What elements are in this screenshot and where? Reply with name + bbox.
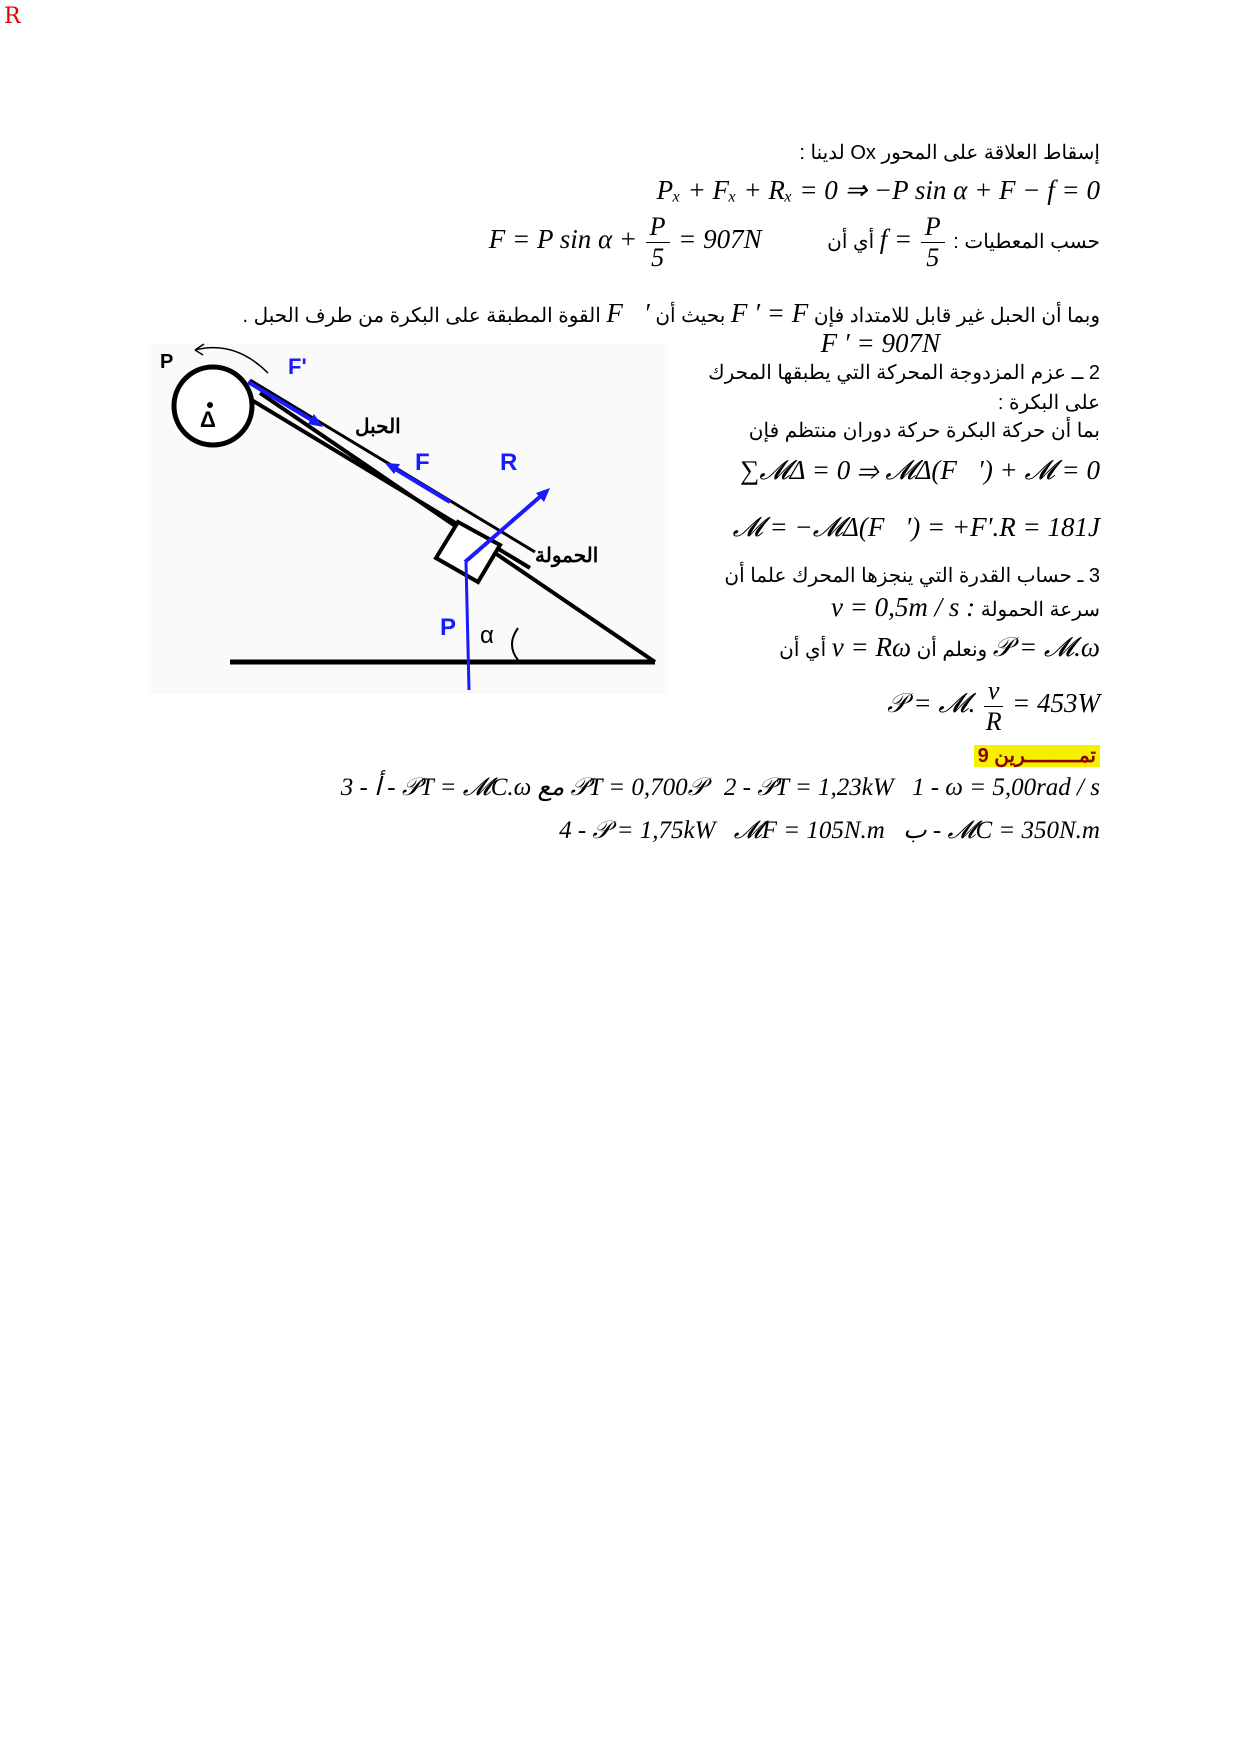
friction-eq: f = $\frac{P}{5}$ [880,212,948,273]
load-label: الحمولة [535,545,599,567]
answer-line-1: 1 - ω = 5,00rad / s 2 - 𝒫T = 1,23kW 3 - أ - 𝒫T = 𝓜C.ω مع 𝒫T = 0,700𝒫 [340,774,1100,801]
question-3-speed: سرعة الحمولة v = 0,5m / s : [830,592,1100,622]
f-label: F [415,449,430,476]
equation-moment: 𝓜 = −𝓜Δ(F⃗′) = +F′.R = 181J [732,512,1100,542]
rope-text: وبما أن الحبل غير قابل للامتداد فإن F ′ = F بحيث أن F⃗′ القوة المطبقة على البكرة من طرف الحبل . [242,298,1100,328]
exercise-title: تمـــــــــرين 9 [974,743,1100,768]
delta-label: Δ [200,407,216,432]
incline-figure [140,330,690,700]
p-top-label: P [160,351,174,373]
question-2-title: 2 ــ عزم المزدوجة المحركة التي يطبقها المحرك [708,362,1100,384]
p-vec-label: P [440,614,457,641]
r-label: R [500,449,518,476]
data-line [489,212,1100,273]
equation-power: 𝒫 = 𝓜. $\frac{v}{R}$ = 453W [887,676,1100,736]
projection-text: إسقاط العلاقة على المحور Ox لدينا : [799,142,1100,164]
equation-projection: Pₓ + Fₓ + Rₓ = 0 ⇒ −P sin α + F − f = 0 [656,175,1100,205]
pulley [174,367,252,445]
corner-mark: R [4,4,21,29]
question-3-title: 3 ـ حساب القدرة التي ينجزها المحرك علما أن [724,565,1100,587]
answer-line-2: ب - 𝓜C = 350N.m 𝓜F = 105N.m 4 - 𝒫 = 1,75kW [559,817,1100,844]
rope-label: الحبل [355,416,401,438]
alpha-label: α [480,622,494,649]
question-2-sub: على البكرة : [997,392,1100,414]
f-prime-label: F' [288,354,307,379]
equation-sum-moments: ∑𝓜Δ = 0 ⇒ 𝓜Δ(F⃗′) + 𝓜 = 0 [740,455,1100,485]
equation-fprime: F ′ = 907N [820,328,940,358]
question-2-text: بما أن حركة البكرة حركة دوران منتظم فإن [748,420,1100,442]
force-eq: F = P sin α + $\frac{P}{5}$ = 907N [488,212,762,272]
that-is-text: أي أن [827,230,875,253]
data-label: حسب المعطيات : [953,230,1100,253]
question-3-relation: 𝒫 = 𝓜.ω ونعلم أن v = Rω أي أن [779,632,1100,662]
